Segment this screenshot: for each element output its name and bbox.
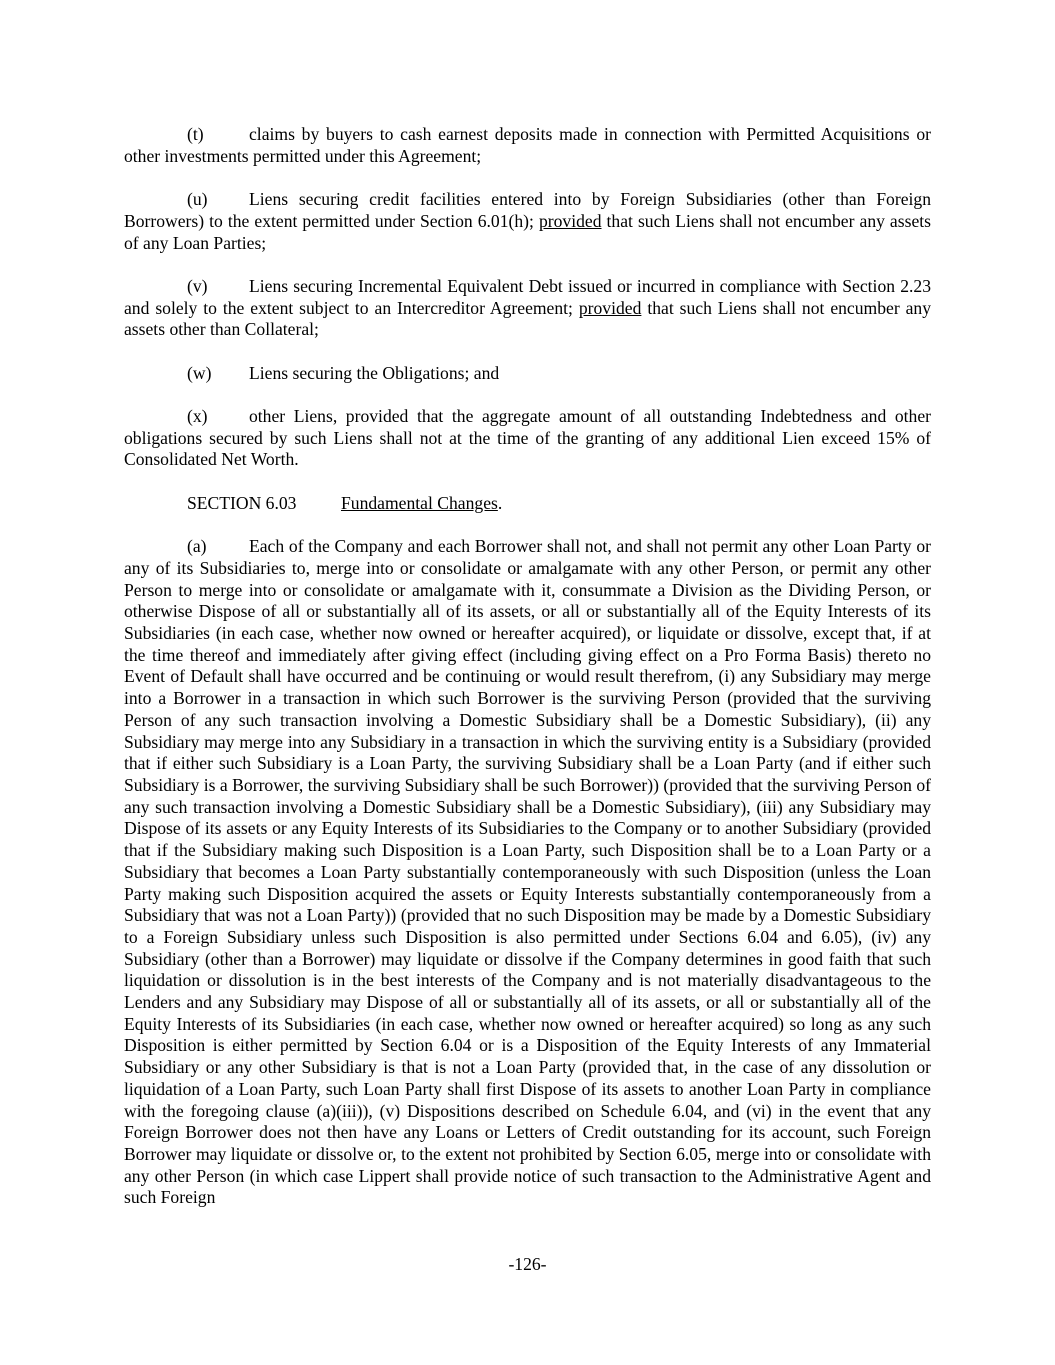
document-page: [124, 124, 931, 1231]
clause-label: (w): [187, 362, 212, 383]
clause-u: [124, 189, 931, 254]
clause-label: (v): [187, 275, 208, 296]
section-title-punct: .: [497, 492, 503, 513]
paragraph-label: (a): [187, 536, 207, 557]
clause-x: [124, 406, 931, 471]
clause-text-after: that such Liens shall not encumber any assets other than Collateral;: [124, 297, 931, 340]
clause-text: other Liens, provided that the aggregate amount of all outstanding Indebtedness and other obligations secured by such Liens shall not at the time of the granting of any additional Lien exceed 15% of Consolidated Net Worth.: [124, 406, 931, 470]
paragraph-a: [124, 536, 931, 1209]
clause-text-after: that such Liens shall not encumber any assets of any Loan Parties;: [124, 210, 931, 253]
clause-label: (x): [187, 406, 208, 427]
section-title: Fundamental Changes: [341, 492, 498, 513]
clause-label: (t): [187, 124, 204, 144]
clause-text: claims by buyers to cash earnest deposits made in connection with Permitted Acquisitions or other investments permitted under this Agreement;: [124, 124, 931, 166]
section-number: SECTION 6.03: [187, 492, 297, 513]
clause-w: [124, 363, 931, 385]
paragraph-text: Each of the Company and each Borrower shall not, and shall not permit any other Loan Party or any of its Subsidiaries to, merge into or consolidate or amalgamate with any other Person, or permit any other Person to merge into or consolidate or amalgamate with it, consummate a Division as the Dividing Person, or otherwise Dispose of all or substantially all of its assets, or all or substantially all of the Equity Interests of its Subsidiaries (in each case, whether now owned or hereafter acquired), or liquidate or dissolve, except that, if at the time thereof and immediately after giving effect (including giving effect on a Pro Forma Basis) thereto no Event of Default shall have occurred and be continuing or would result therefrom, (i) any Subsidiary may merge into a Borrower in a transaction in which such Borrower is the surviving Person (provided that the surviving Person of any such transaction involving a Domestic Subsidiary shall be a Domestic Subsidiary), (ii) any Subsidiary may merge into any Subsidiary in a transaction in which the surviving entity is a Subsidiary (provided that if either such Subsidiary is a Loan Party, the surviving Subsidiary shall be a Loan Party (and if either such Subsidiary is a Borrower, the surviving Subsidiary shall be such Borrower)) (provided that the surviving Person of any such transaction involving a Domestic Subsidiary shall be a Domestic Subsidiary), (iii) any Subsidiary may Dispose of its assets or any Equity Interests of its Subsidiaries to the Company or to another Subsidiary (provided that if the Subsidiary making such Disposition is a Loan Party, such Disposition shall be to a Loan Party or a Subsidiary that becomes a Loan Party substantially contemporaneously with such Disposition (unless the Loan Party making such Disposition acquired the assets or Equity Interests substantially contemporaneously from a Subsidiary that was not a Loan Party)) (provided that no such Disposition may be made by a Domestic Subsidiary to a Foreign Subsidiary unless such Disposition is also permitted under Sections 6.04 and 6.05), (iv) any Subsidiary (other than a Borrower) may liquidate or dissolve if the Company determines in good faith that such liquidation or dissolution is in the best interests of the Company and is not materially disadvantageous to the Lenders and any Subsidiary may Dispose of all or substantially all of its assets, or all or substantially all of the Equity Interests of its Subsidiaries (in each case, whether now owned or hereafter acquired) so long as any such Disposition is either permitted by Section 6.04 or is a Disposition of the Equity Interests of any Immaterial Subsidiary or any other Subsidiary is that is not a Loan Party (provided that, in the case of any dissolution or liquidation of a Loan Party, such Loan Party shall first Dispose of its assets to another Loan Party in compliance with the foregoing clause (a)(iii)), (v) Dispositions described on Schedule 6.04, and (vi) in the event that any Foreign Borrower does not then have any Loans or Letters of Credit outstanding for its account, such Foreign Borrower may liquidate or dissolve or, to the extent not prohibited by Section 6.05, merge into or consolidate with any other Person (in which case Lippert shall provide notice of such transaction to the Administrative Agent and such Foreign: [124, 536, 931, 1208]
section-heading: [124, 493, 931, 515]
clause-text: Liens securing Incremental Equivalent Debt issued or incurred in compliance with Section 2.23 and solely to the extent subject to an Intercreditor Agreement;: [124, 275, 931, 318]
clause-text: Liens securing credit facilities entered into by Foreign Subsidiaries (other than Foreign Borrowers) to the extent permitted under Section 6.01(h);: [124, 189, 931, 231]
page-number: -126-: [508, 1254, 547, 1274]
clause-label: (u): [187, 189, 208, 210]
underlined-proviso: provided: [538, 210, 602, 231]
clause-text: Liens securing the Obligations; and: [249, 362, 500, 383]
underlined-proviso: provided: [578, 297, 642, 318]
clause-t: [124, 124, 931, 167]
clause-v: [124, 276, 931, 341]
